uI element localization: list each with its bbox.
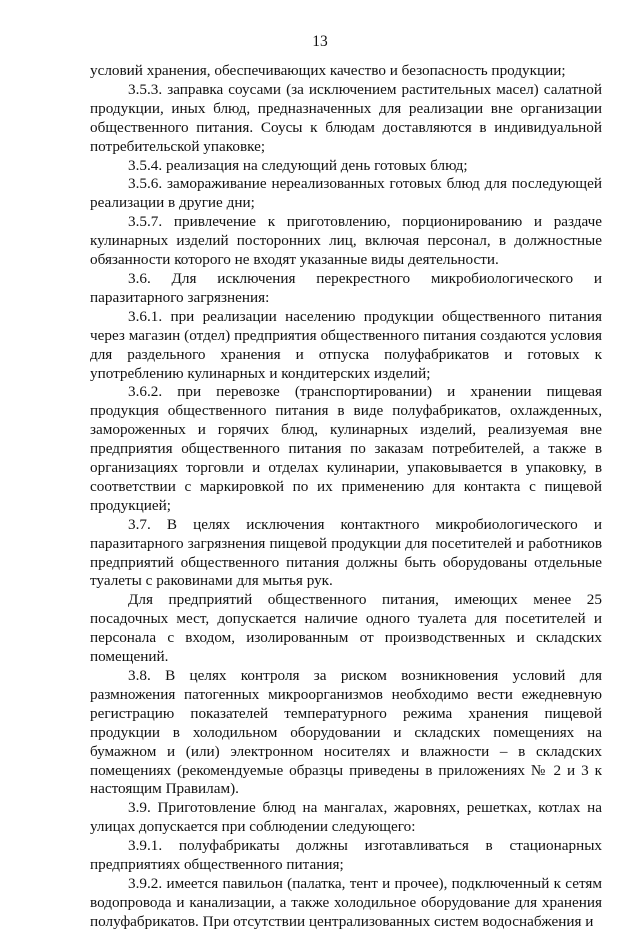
- paragraph-3-9: 3.9. Приготовление блюд на мангалах, жаровнях, решетках, котлах на улицах допускается при соблюдении следующего:: [90, 799, 602, 836]
- paragraph-3-6: 3.6. Для исключения перекрестного микробиологического и паразитарного загрязнения:: [90, 269, 602, 306]
- paragraph-3-9-2: 3.9.2. имеется павильон (палатка, тент и прочее), подключенный к сетям водопровода и канализации, а также холодильное оборудование для хранения полуфабрикатов. При отсутствии централизованных систем водоснабжения и: [90, 874, 602, 930]
- paragraph-3-5-7: 3.5.7. привлечение к приготовлению, порционированию и раздаче кулинарных изделий посторонних лиц, включая персонал, в должностные обязанности которого не входят указанные виды деятельности.: [90, 213, 602, 269]
- paragraph-3-7-note: Для предприятий общественного питания, имеющих менее 25 посадочных мест, допускается наличие одного туалета для посетителей и персонала с входом, изолированным от производственных и складских помещений.: [90, 591, 602, 666]
- document-body: [90, 62, 602, 932]
- paragraph-continuation: условий хранения, обеспечивающих качество и безопасность продукции;: [90, 62, 566, 79]
- paragraph-3-9-1: 3.9.1. полуфабрикаты должны изготавливаться в стационарных предприятиях общественного питания;: [90, 837, 602, 874]
- paragraph-3-8: 3.8. В целях контроля за риском возникновения условий для размножения патогенных микроорганизмов необходимо вести ежедневную регистрацию показателей температурного режима хранения пищевой продукции в холодильном оборудовании и складских помещениях на бумажном и (или) электронном носителях и влажности – в складских помещениях (рекомендуемые образцы приведены в приложениях № 2 и 3 к настоящим Правилам).: [90, 667, 602, 798]
- paragraph-3-5-3: 3.5.3. заправка соусами (за исключением растительных масел) салатной продукции, иных блюд, предназначенных для реализации вне организации общественного питания. Соусы к блюдам доставляются в индивидуальной потребительской упаковке;: [90, 80, 602, 155]
- paragraph-3-7: 3.7. В целях исключения контактного микробиологического и паразитарного загрязнения пищевой продукции для посетителей и работников предприятий общественного питания должны быть оборудованы отдельные туалеты с раковинами для мытья рук.: [90, 515, 602, 590]
- paragraph-3-5-6: 3.5.6. замораживание нереализованных готовых блюд для последующей реализации в другие дни;: [90, 175, 602, 212]
- paragraph-3-6-1: 3.6.1. при реализации населению продукции общественного питания через магазин (отдел) предприятия общественного питания создаются условия для раздельного хранения и отпуска полуфабрикатов и готовых к употреблению кулинарных и кондитерских изделий;: [90, 307, 602, 382]
- paragraph-3-6-2: 3.6.2. при перевозке (транспортировании) и хранении пищевая продукция общественного питания в виде полуфабрикатов, охлажденных, замороженных и горячих блюд, кулинарных изделий, реализуемая вне предприятия общественного питания по заказам потребителей, а также в организациях торговли и отделах кулинарии, упаковывается в упаковку, в соответствии с маркировкой по их применению для контакта с пищевой продукцией;: [90, 383, 602, 514]
- page-number: 13: [312, 33, 328, 50]
- paragraph-3-5-4: 3.5.4. реализация на следующий день готовых блюд;: [128, 156, 468, 174]
